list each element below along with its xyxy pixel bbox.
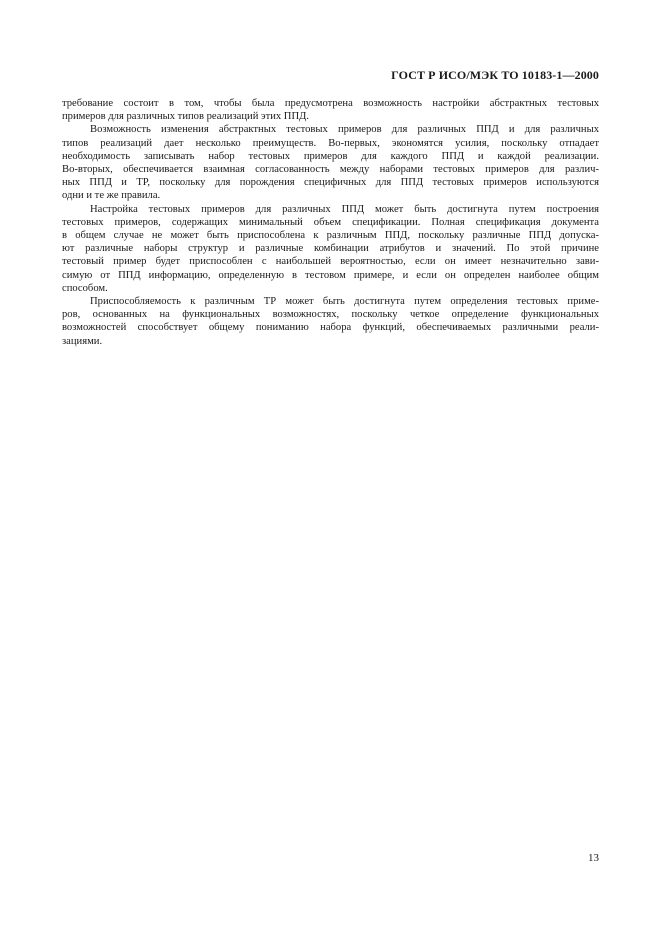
text-line: тестовый пример будет приспособлен с наибольшей вероятностью, если он имеет незначительно зави- [62, 256, 599, 268]
paragraph-4 [62, 295, 599, 348]
text-line: Приспособляемость к различным ТР может быть достигнута путем определения тестовых приме- [90, 296, 599, 308]
body-text [62, 97, 599, 348]
text-line: ют различные наборы структур и различные комбинации атрибутов и значений. По этой причине [62, 243, 599, 255]
text-line: симую от ППД информацию, определенную в тестовом примере, и если он определен наиболее общим [62, 269, 599, 281]
text-line: Возможность изменения абстрактных тестовых примеров для различных ППД и для различных [90, 124, 599, 136]
text-line: тестовых примеров, содержащих минимальный объем спецификации. Полная спецификация документа [62, 216, 599, 228]
text-line: ров, основанных на функциональных возможностях, поскольку четкое определение функциональных [62, 309, 599, 321]
text-line: зациями. [62, 335, 103, 347]
text-line: ных ППД и ТР, поскольку для порождения специфичных для ППД тестовых примеров используются [62, 177, 599, 189]
text-line: типов реализаций дает несколько преимуществ. Во-первых, экономятся усилия, поскольку отпадает [62, 137, 599, 149]
paragraph-2 [62, 123, 599, 202]
paragraph-3 [62, 203, 599, 295]
text-line: одни и те же правила. [62, 190, 161, 202]
text-line: возможностей способствует общему пониманию набора функций, обеспечиваемых различными реали- [62, 322, 599, 334]
document-header: ГОСТ Р ИСО/МЭК ТО 10183-1—2000 [391, 68, 599, 82]
text-line: требование состоит в том, чтобы была предусмотрена возможность настройки абстрактных тестовых [62, 98, 599, 109]
text-line: примеров для различных типов реализаций этих ППД. [62, 111, 309, 123]
page-number: 13 [588, 852, 599, 864]
text-line: Настройка тестовых примеров для различных ППД может быть достигнута путем построения [90, 203, 599, 215]
text-line: необходимость записывать набор тестовых примеров для каждого ППД и каждой реализации. [62, 150, 599, 162]
text-line: способом. [62, 282, 108, 294]
text-line: Во-вторых, обеспечивается взаимная согласованность между наборами тестовых примеров для различ- [62, 164, 599, 176]
text-line: в общем случае не может быть приспособлена к различным ППД, поскольку различные ППД допуска- [62, 230, 599, 242]
paragraph-1 [62, 97, 599, 123]
